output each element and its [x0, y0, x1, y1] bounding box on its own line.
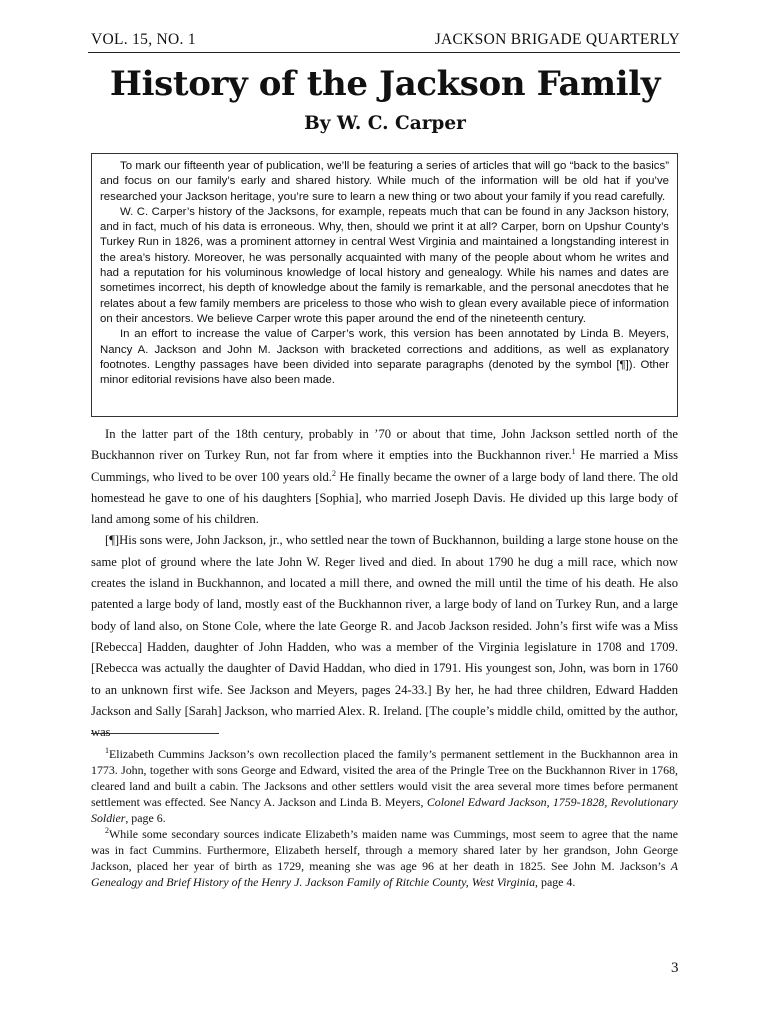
header-rule	[88, 52, 680, 53]
footnote-text: , page 6.	[125, 811, 166, 825]
article-title: History of the Jackson Family	[109, 64, 661, 104]
footnote	[91, 826, 678, 890]
article-byline: By W. C. Carper	[304, 113, 466, 134]
body-text-segment: In the latter part of the 18th century, probably in ’70 or about that time, John Jackson settled north of the Buckhannon river on Turkey Run, not far from where it empties into the Buckhannon river.	[91, 427, 678, 463]
body-paragraph	[91, 424, 678, 530]
footnote-citation-title: A Genealogy and Brief History of the Henry J. Jackson Family of Ritchie County, West Virginia	[91, 859, 678, 889]
body-paragraph: [¶]His sons were, John Jackson, jr., who settled near the town of Buckhannon, building a large stone house on the same plot of ground where the late John W. Reger lived and died. In about 1790 he dug a mill race, which now creates the island in Buckhannon, and located a mill there, and owned the mill until the time of his death. He also patented a large body of land, mostly east of the Buckhannon river, a large body of land on Turkey Run, and a large body of land also, on Stone Cole, where the late George R. and Jacob Jackson resided. John’s first wife was a Miss [Rebecca] Hadden, daughter of John Hadden, who was a member of the Virginia legislature in 1708 and 1709. [Rebecca was actually the daughter of David Haddan, who died in 1791. His youngest son, John, was born in 1760 to an unknown first wife. See Jackson and Meyers, pages 24-33.] By her, he had three children, Edward Hadden Jackson and Sally [Sarah] Jackson, who married Alex. R. Ireland. [The couple’s middle child, omitted by the author, was	[91, 533, 678, 740]
page-number: 3	[671, 960, 679, 976]
intro-paragraph: To mark our fifteenth year of publication, we’ll be featuring a series of articles that will go “back to the basics” and focus on our family’s early and shared history. While much of the information will be old hat if you’ve researched your Jackson heritage, you’re sure to learn a new thing or two about your family if you read carefully.	[100, 160, 669, 203]
footnote	[91, 746, 678, 826]
footnote-marker: 1	[105, 746, 109, 756]
footnote-separator	[91, 733, 219, 734]
footnote-text: , page 4.	[535, 875, 576, 889]
intro-paragraph: W. C. Carper’s history of the Jacksons, for example, repeats much that can be found in any Jackson history, and in fact, much of his data is erroneous. Why, then, should we print it at all? Carper, born on Upshur County’s Turkey Run in 1826, was a prominent attorney in central West Virginia and maintained a longstanding interest in the area’s history. Moreover, he was personally acquainted with many of the people about whom he writes and had a reputation for his voluminous knowledge of local history and genealogy. While his names and dates are sometimes incorrect, his depth of knowledge about the family is remarkable, and the personal anecdotes that he relates about a few family members are priceless to those who wish to glean every available piece of information on their ancestors. We believe Carper wrote this paper around the end of the nineteenth century.	[100, 205, 669, 325]
volume-number: VOL. 15, NO. 1	[91, 31, 196, 48]
footnote-marker: 2	[105, 826, 109, 836]
intro-paragraph: In an effort to increase the value of Carper’s work, this version has been annotated by Linda B. Meyers, Nancy A. Jackson and John M. Jackson with bracketed corrections and additions, as well as explanatory footnotes. Lengthy passages have been divided into separate paragraphs (denoted by the symbol [¶]). Other minor editorial revisions have also been made.	[100, 328, 669, 387]
journal-name: JACKSON BRIGADE QUARTERLY	[434, 31, 680, 48]
footnote-text: While some secondary sources indicate Elizabeth’s maiden name was Cummings, most seem to agree that the name was in fact Cummins. Furthermore, Elizabeth herself, through a memory shared later by her grandson, John George Jackson, placed her year of birth as 1729, meaning she was age 96 at her death in 1825. See John M. Jackson’s	[91, 827, 678, 873]
body-text-segment: He finally became the owner of a large body of land there. The old homestead he gave to one of his daughters [Sophia], who married Joseph Davis. He divided up this large body of land among some of his children.	[91, 469, 678, 527]
footnotes	[91, 746, 678, 890]
footnote-citation-title: Colonel Edward Jackson, 1759-1828, Revolutionary Soldier	[91, 795, 678, 825]
article-body	[91, 424, 678, 743]
footnote-reference: 1	[571, 447, 576, 457]
footnote-reference: 2	[331, 468, 336, 478]
running-header	[91, 31, 680, 51]
footnote-text: Elizabeth Cummins Jackson’s own recollection placed the family’s permanent settlement in the Buckhannon area in 1773. John, together with sons George and Edward, visited the area of the Pringle Tree on the Buckhannon River in 1768, cleared land and built a cabin. The Jacksons and other settlers would visit the area several more times before permanent settlement was effected. See Nancy A. Jackson and Linda B. Meyers,	[91, 747, 678, 809]
body-text-segment: He married a Miss Cummings, who lived to be over 100 years old.	[91, 448, 678, 484]
editor-intro-box	[91, 153, 678, 417]
